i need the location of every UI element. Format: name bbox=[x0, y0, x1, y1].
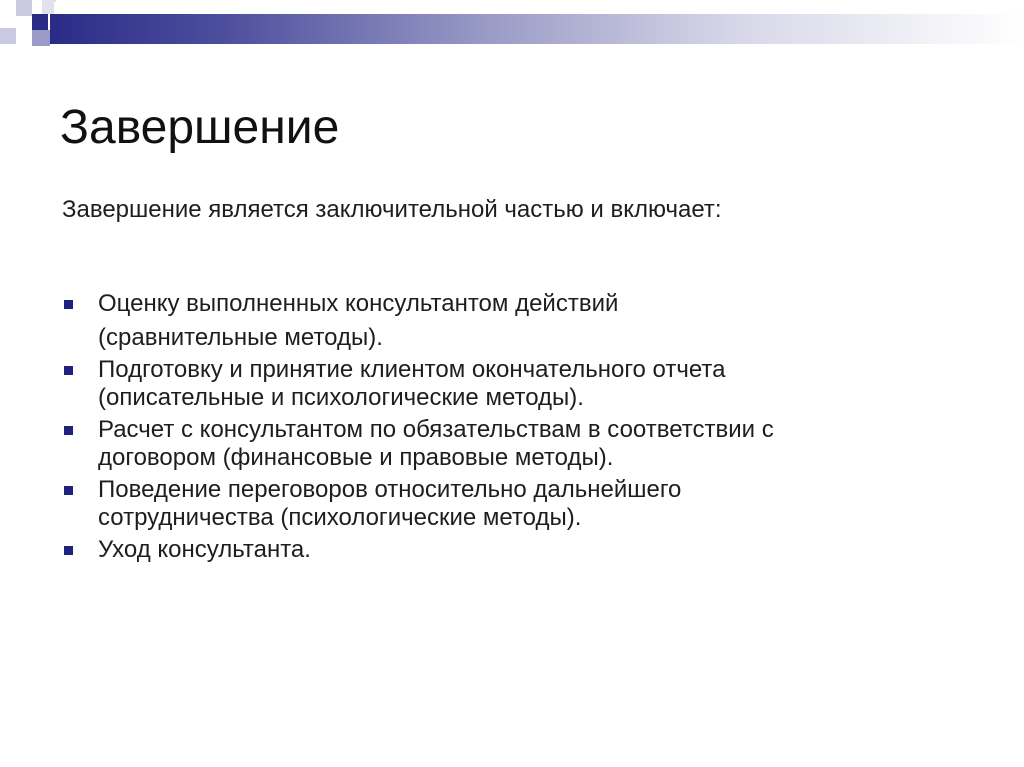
decor-square bbox=[16, 16, 32, 32]
bullet-item-evaluation bbox=[62, 290, 962, 352]
intro-text: Завершение является заключительной частью и включает: bbox=[62, 196, 722, 223]
bullet-line: договором (финансовые и правовые методы). bbox=[98, 444, 614, 471]
bullet-line: (сравнительные методы). bbox=[98, 324, 383, 351]
header-gradient-bar bbox=[50, 14, 1024, 44]
bullet-line: сотрудничества (психологические методы). bbox=[98, 504, 582, 531]
bullet-line: Подготовку и принятие клиентом окончательного отчета bbox=[98, 356, 726, 383]
bullet-line: Оценку выполненных консультантом действий bbox=[98, 290, 619, 317]
square-bullet-icon bbox=[64, 366, 73, 375]
bullet-line: Расчет с консультантом по обязательствам в соответствии с bbox=[98, 416, 774, 443]
decor-square bbox=[16, 0, 32, 16]
bullet-line: Поведение переговоров относительно дальнейшего bbox=[98, 476, 682, 503]
decor-square bbox=[32, 30, 50, 46]
square-bullet-icon bbox=[64, 426, 73, 435]
decor-square bbox=[0, 28, 16, 44]
square-bullet-icon bbox=[64, 546, 73, 555]
bullet-list bbox=[62, 290, 962, 568]
bullet-line: (описательные и психологические методы). bbox=[98, 384, 584, 411]
bullet-item-negotiation bbox=[62, 476, 962, 532]
bullet-item-departure bbox=[62, 536, 962, 564]
bullet-item-report bbox=[62, 356, 962, 412]
square-bullet-icon bbox=[64, 300, 73, 309]
decor-square bbox=[0, 0, 16, 16]
bullet-item-settlement bbox=[62, 416, 962, 472]
decor-square bbox=[54, 2, 66, 14]
bullet-line: Уход консультанта. bbox=[98, 536, 311, 563]
slide-title: Завершение bbox=[60, 101, 340, 154]
square-bullet-icon bbox=[64, 486, 73, 495]
decor-square bbox=[32, 14, 48, 30]
